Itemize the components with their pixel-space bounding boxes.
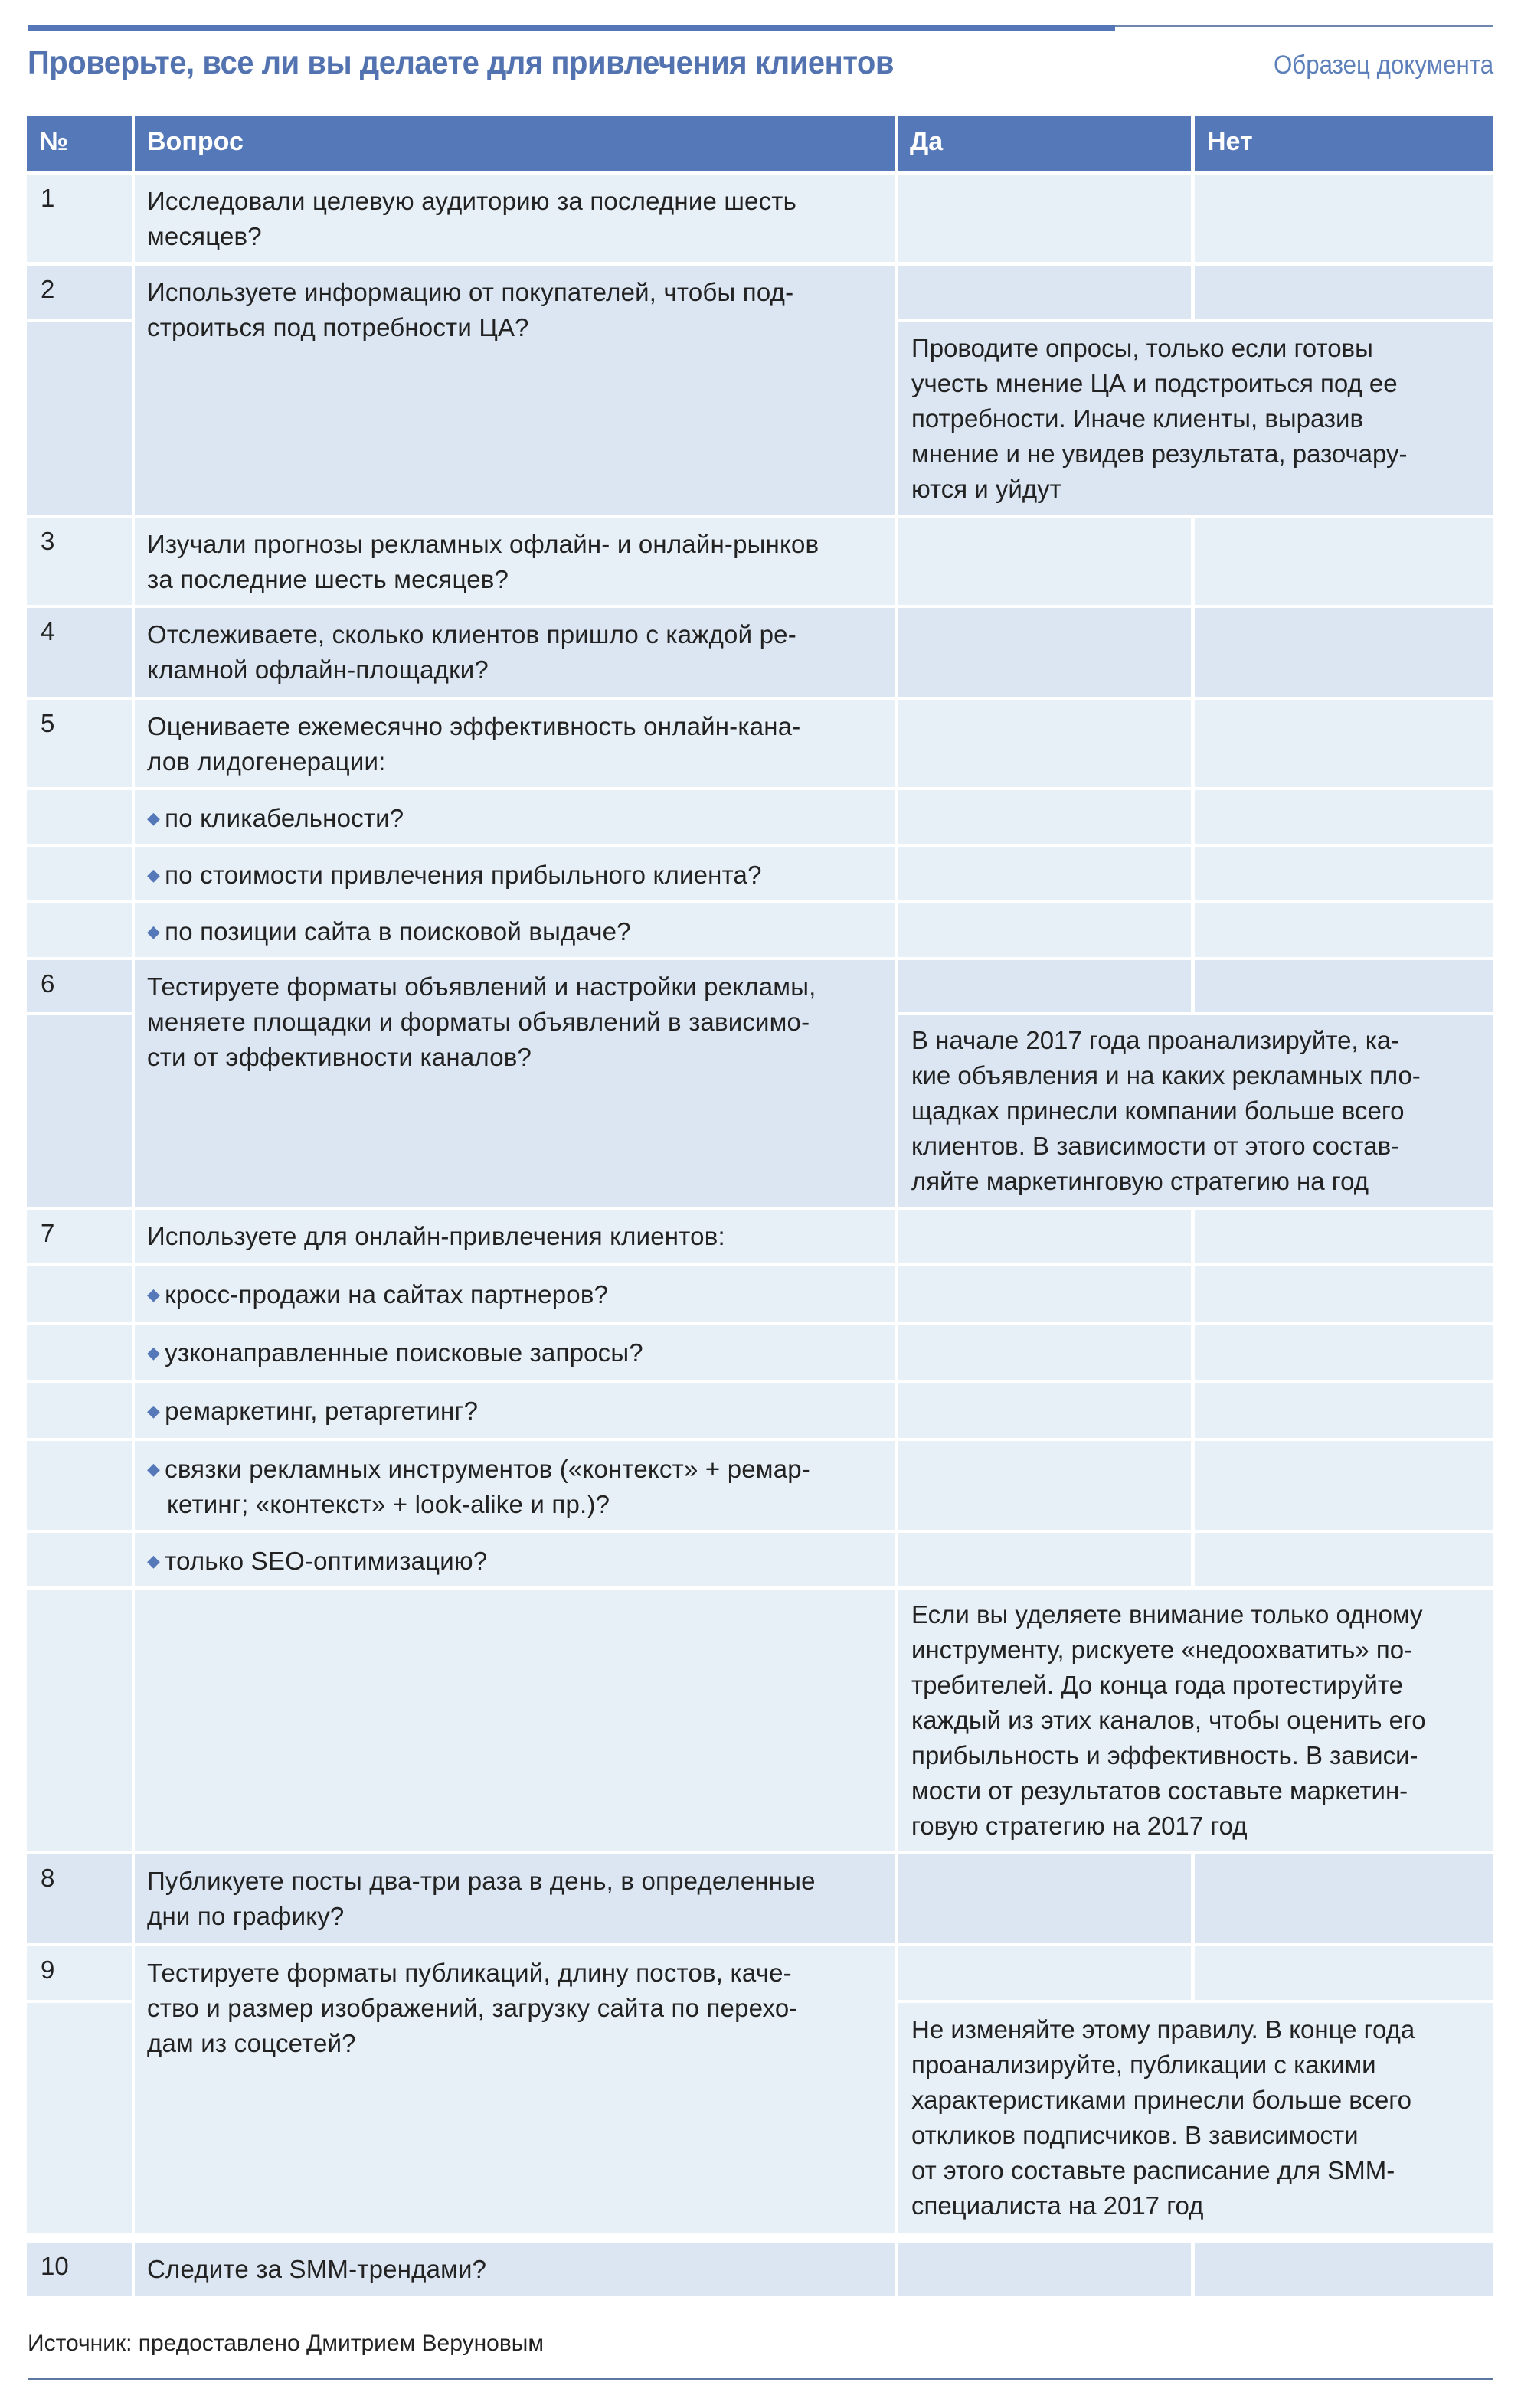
text-line: дни по графику? — [147, 1902, 345, 1930]
diamond-bullet-icon: ◆ — [147, 809, 161, 828]
answer-no-cell[interactable] — [1195, 608, 1493, 697]
diamond-bullet-icon: ◆ — [147, 1401, 161, 1420]
bullet-item — [147, 858, 895, 893]
question-text — [135, 518, 895, 605]
answer-no-cell[interactable] — [1195, 1854, 1493, 1943]
text-line: ются и уйдут — [911, 474, 1061, 503]
column-header-no: Нет — [1195, 116, 1493, 171]
text-line: прибыльность и эффективность. В зависи- — [911, 1741, 1418, 1769]
sub-question — [135, 1266, 895, 1322]
answer-yes-cell[interactable] — [898, 608, 1191, 697]
diamond-bullet-icon: ◆ — [147, 865, 161, 884]
answer-yes-cell[interactable] — [898, 1325, 1191, 1380]
answer-no-cell[interactable] — [1195, 1266, 1493, 1322]
text-line: мнение и не увидев результата, разочару- — [911, 439, 1408, 468]
bullet-item — [147, 1277, 895, 1312]
row-number: 4 — [27, 608, 132, 697]
diamond-bullet-icon: ◆ — [147, 1285, 161, 1304]
answer-no-cell[interactable] — [1195, 1325, 1493, 1380]
bullet-item — [147, 1544, 895, 1579]
bullet-text: по кликабельности? — [165, 804, 404, 832]
answer-no-cell[interactable] — [1195, 903, 1493, 957]
text-line: потребности. Иначе клиенты, выразив — [911, 404, 1364, 433]
answer-no-cell[interactable] — [1195, 700, 1493, 787]
text-line: В начале 2017 года проанализируйте, ка- — [911, 1026, 1400, 1054]
text-line: инструменту, рискуете «недоохватить» по- — [911, 1635, 1413, 1664]
diamond-bullet-icon: ◆ — [147, 1459, 161, 1478]
diamond-bullet-icon: ◆ — [147, 922, 161, 941]
question-blank — [135, 1590, 895, 1851]
answer-no-cell[interactable] — [1195, 175, 1493, 262]
bullet-item — [147, 914, 895, 949]
text-line: Не изменяйте этому правилу. В конце года — [911, 2015, 1415, 2044]
row-number-blank — [27, 1441, 132, 1530]
row-number-blank — [27, 1533, 132, 1586]
answer-yes-cell[interactable] — [898, 790, 1191, 844]
sub-question — [135, 903, 895, 957]
bullet-text: по стоимости привлечения прибыльного клиента? — [165, 861, 762, 889]
answer-no-cell[interactable] — [1195, 1210, 1493, 1263]
answer-yes-cell[interactable] — [898, 1441, 1191, 1530]
page-title: Проверьте, все ли вы делаете для привлечения клиентов — [28, 44, 895, 81]
advice-note — [898, 1015, 1493, 1207]
row-number: 7 — [27, 1210, 132, 1263]
text-line: каждый из этих каналов, чтобы оценить его — [911, 1706, 1426, 1734]
sub-question — [135, 790, 895, 844]
row-number-blank — [27, 847, 132, 900]
sub-question — [135, 847, 895, 900]
question-text — [135, 175, 895, 262]
row-number-blank — [27, 1015, 132, 1207]
text-line: Используете для онлайн-привлечения клиентов: — [147, 1222, 725, 1250]
bullet-text: только SEO-оптимизацию? — [165, 1547, 488, 1575]
row-number-blank — [27, 1266, 132, 1322]
answer-yes-cell[interactable] — [898, 1266, 1191, 1322]
answer-no-cell[interactable] — [1195, 1441, 1493, 1530]
diamond-bullet-icon: ◆ — [147, 1551, 161, 1570]
answer-yes-cell[interactable] — [898, 1210, 1191, 1263]
row-number: 3 — [27, 518, 132, 605]
text-line: откликов подписчиков. В зависимости — [911, 2121, 1359, 2149]
text-line: Публикуете посты два-три раза в день, в определенные — [147, 1867, 816, 1895]
text-line: месяцев? — [147, 222, 262, 250]
text-line: мости от результатов составьте маркетин- — [911, 1776, 1408, 1805]
advice-note — [898, 1590, 1493, 1851]
answer-no-cell[interactable] — [1195, 960, 1493, 1012]
bullet-item — [147, 1335, 895, 1371]
text-line: ство и размер изображений, загрузку сайта по перехо- — [147, 1994, 798, 2022]
bullet-item — [147, 801, 895, 836]
text-line: за последние шесть месяцев? — [147, 565, 509, 593]
text-line: учесть мнение ЦА и подстроиться под ее — [911, 368, 1398, 397]
bullet-item — [147, 1452, 895, 1487]
answer-yes-cell[interactable] — [898, 1946, 1191, 2000]
bullet-text: связки рекламных инструментов («контекст» + ремар- — [165, 1455, 810, 1483]
row-number-blank — [27, 1590, 132, 1851]
row-number-blank — [27, 790, 132, 844]
answer-no-cell[interactable] — [1195, 1946, 1493, 2000]
text-line: Изучали прогнозы рекламных офлайн- и онлайн-рынков — [147, 530, 819, 558]
text-line: от этого составьте расписание для SMM- — [911, 2156, 1395, 2184]
text-line: характеристиками принесли больше всего — [911, 2086, 1411, 2114]
text-line: кие объявления и на каких рекламных пло- — [911, 1061, 1421, 1090]
row-number-blank — [27, 1325, 132, 1380]
row-number-blank — [27, 1383, 132, 1438]
text-line: специалиста на 2017 год — [911, 2191, 1204, 2220]
bullet-text-continued: кетинг; «контекст» + look-alike и пр.)? — [167, 1490, 610, 1518]
row-number: 2 — [27, 266, 132, 319]
bullet-text: по позиции сайта в поисковой выдаче? — [165, 917, 631, 946]
answer-no-cell[interactable] — [1195, 518, 1493, 605]
sub-question — [135, 1533, 895, 1586]
bullet-text: кросс-продажи на сайтах партнеров? — [165, 1280, 609, 1309]
text-line: требителей. До конца года протестируйте — [911, 1671, 1403, 1699]
text-line: кламной офлайн-площадки? — [147, 655, 489, 684]
sub-question — [135, 1325, 895, 1380]
answer-no-cell[interactable] — [1195, 847, 1493, 900]
answer-yes-cell[interactable] — [898, 960, 1191, 1012]
answer-no-cell[interactable] — [1195, 790, 1493, 844]
question-text — [135, 266, 895, 515]
text-line: Следите за SMM-трендами? — [147, 2255, 487, 2283]
answer-no-cell[interactable] — [1195, 1383, 1493, 1438]
bullet-item — [147, 1394, 895, 1429]
text-line: лов лидогенерации: — [147, 747, 386, 776]
bullet-text: ремаркетинг, ретаргетинг? — [165, 1397, 479, 1425]
text-line: Тестируете форматы объявлений и настройки рекламы, — [147, 972, 816, 1001]
row-number: 5 — [27, 700, 132, 787]
question-text — [135, 1946, 895, 2233]
question-text — [135, 700, 895, 787]
answer-yes-cell[interactable] — [898, 518, 1191, 605]
text-line: говую стратегию на 2017 год — [911, 1812, 1248, 1840]
column-header-number: № — [27, 116, 132, 171]
row-number: 1 — [27, 175, 132, 262]
text-line: клиентов. В зависимости от этого состав- — [911, 1132, 1400, 1160]
question-text — [135, 960, 895, 1207]
bullet-text: узконаправленные поисковые запросы? — [165, 1338, 643, 1367]
answer-yes-cell[interactable] — [898, 903, 1191, 957]
question-text — [135, 608, 895, 697]
row-number-blank — [27, 2003, 132, 2233]
text-line: меняете площадки и форматы объявлений в зависимо- — [147, 1008, 810, 1036]
text-line: Проводите опросы, только если готовы — [911, 333, 1373, 362]
row-number: 9 — [27, 1946, 132, 2000]
text-line: щадках принесли компании больше всего — [911, 1096, 1405, 1125]
diamond-bullet-icon: ◆ — [147, 1343, 161, 1362]
text-line: строиться под потребности ЦА? — [147, 313, 529, 341]
sub-question — [135, 1383, 895, 1438]
question-text — [135, 2243, 895, 2296]
document-label: Образец документа — [1273, 51, 1493, 80]
advice-note — [898, 322, 1493, 515]
advice-note — [898, 2003, 1493, 2233]
question-text — [135, 1210, 895, 1263]
top-rule-thick — [28, 25, 1115, 31]
row-number: 8 — [27, 1854, 132, 1943]
answer-yes-cell[interactable] — [898, 2243, 1191, 2296]
answer-no-cell[interactable] — [1195, 266, 1493, 319]
row-number-blank — [27, 322, 132, 515]
text-line: Отслеживаете, сколько клиентов пришло с каждой ре- — [147, 620, 796, 649]
column-header-question: Вопрос — [135, 116, 895, 171]
text-line: Исследовали целевую аудиторию за последние шесть — [147, 187, 797, 215]
text-line: Если вы уделяете внимание только одному — [911, 1600, 1423, 1629]
row-number-blank — [27, 903, 132, 957]
answer-yes-cell[interactable] — [898, 1533, 1191, 1586]
answer-yes-cell[interactable] — [898, 266, 1191, 319]
row-number: 10 — [27, 2243, 132, 2296]
source-note: Источник: предоставлено Дмитрием Веруновым — [28, 2331, 544, 2356]
question-text — [135, 1854, 895, 1943]
top-rule-thin — [1115, 25, 1493, 27]
answer-yes-cell[interactable] — [898, 1383, 1191, 1438]
column-header-yes: Да — [898, 116, 1191, 171]
sub-question — [135, 1441, 895, 1530]
answer-yes-cell[interactable] — [898, 1854, 1191, 1943]
text-line: сти от эффективности каналов? — [147, 1043, 532, 1071]
answer-yes-cell[interactable] — [898, 175, 1191, 262]
answer-no-cell[interactable] — [1195, 2243, 1493, 2296]
answer-no-cell[interactable] — [1195, 1533, 1493, 1586]
text-line: Используете информацию от покупателей, чтобы под- — [147, 278, 794, 306]
text-line: Тестируете форматы публикаций, длину постов, каче- — [147, 1959, 792, 1987]
text-line: проанализируйте, публикации с какими — [911, 2050, 1376, 2079]
answer-yes-cell[interactable] — [898, 847, 1191, 900]
text-line: ляйте маркетинговую стратегию на год — [911, 1167, 1369, 1195]
bottom-rule — [28, 2378, 1493, 2380]
text-line: дам из соцсетей? — [147, 2029, 356, 2057]
row-number: 6 — [27, 960, 132, 1012]
answer-yes-cell[interactable] — [898, 700, 1191, 787]
text-line: Оцениваете ежемесячно эффективность онлайн-кана- — [147, 712, 801, 740]
